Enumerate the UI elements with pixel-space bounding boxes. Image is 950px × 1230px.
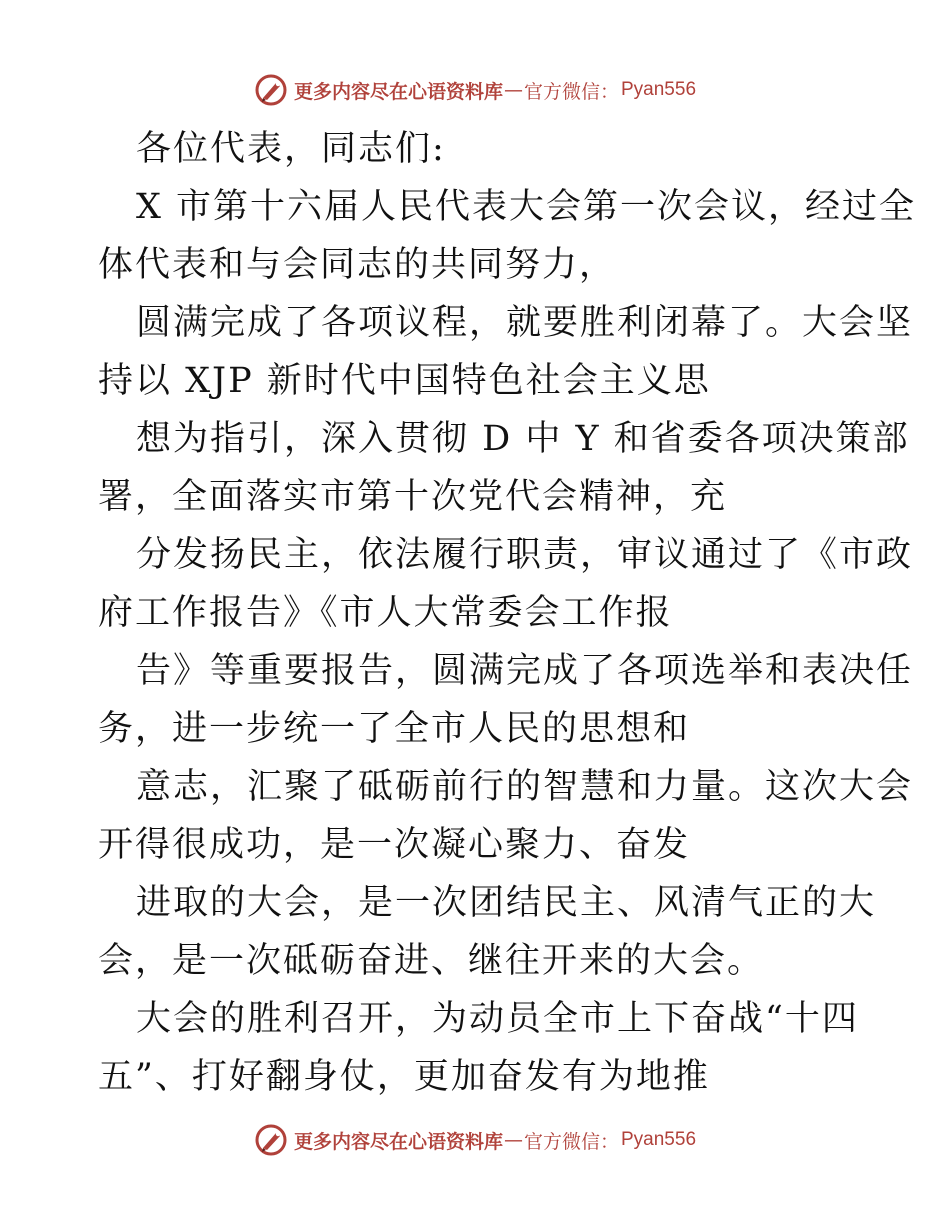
footer-watermark [0,1120,950,1160]
document-body [98,120,917,1106]
text-line: 告》等重要报告，圆满完成了各项选举和表决任 [136,651,914,691]
text-line: 署，全面落实市第十次党代会精神，充 [98,477,728,517]
text-line: 圆满完成了各项议程，就要胜利闭幕了。大会坚 [136,303,914,343]
watermark-wechat-id: Pyan556 [621,79,697,100]
watermark-wechat-id: Pyan556 [621,1129,697,1150]
watermark-dash: — [503,79,523,101]
pen-logo-icon [254,1123,288,1157]
text-line: 进取的大会，是一次团结民主、风清气正的大 [136,883,877,923]
watermark-text: 更多内容尽在心语资料库 [293,80,503,103]
salutation-line: 各位代表，同志们: [136,129,446,169]
watermark-text: 更多内容尽在心语资料库 [293,1130,503,1153]
text-line: X 市第十六届人民代表大会第一次会议，经过全 [136,187,917,227]
text-line: 五”、打好翻身仗，更加奋发有为地推 [98,1057,710,1097]
text-line: 会，是一次砥砺奋进、继往开来的大会。 [98,941,765,981]
text-line: 大会的胜利召开，为动员全市上下奋战“十四 [136,999,859,1039]
header-watermark [0,70,950,110]
text-line: 想为指引，深入贯彻 D 中 Y 和省委各项决策部 [136,419,910,459]
text-line: 分发扬民主，依法履行职责，审议通过了《市政 [136,535,914,575]
pen-logo-icon [254,73,288,107]
watermark-official-label: 官方微信： [523,80,619,103]
text-line: 务，进一步统一了全市人民的思想和 [98,709,691,749]
text-line: 开得很成功，是一次凝心聚力、奋发 [98,825,691,865]
text-line: 持以 XJP 新时代中国特色社会主义思 [98,361,711,401]
watermark-dash: — [503,1129,523,1151]
text-line: 府工作报告》《市人大常委会工作报 [98,593,673,633]
watermark-official-label: 官方微信： [523,1130,619,1153]
text-line: 意志，汇聚了砥砺前行的智慧和力量。这次大会 [136,767,914,807]
text-line: 体代表和与会同志的共同努力， [98,245,617,285]
